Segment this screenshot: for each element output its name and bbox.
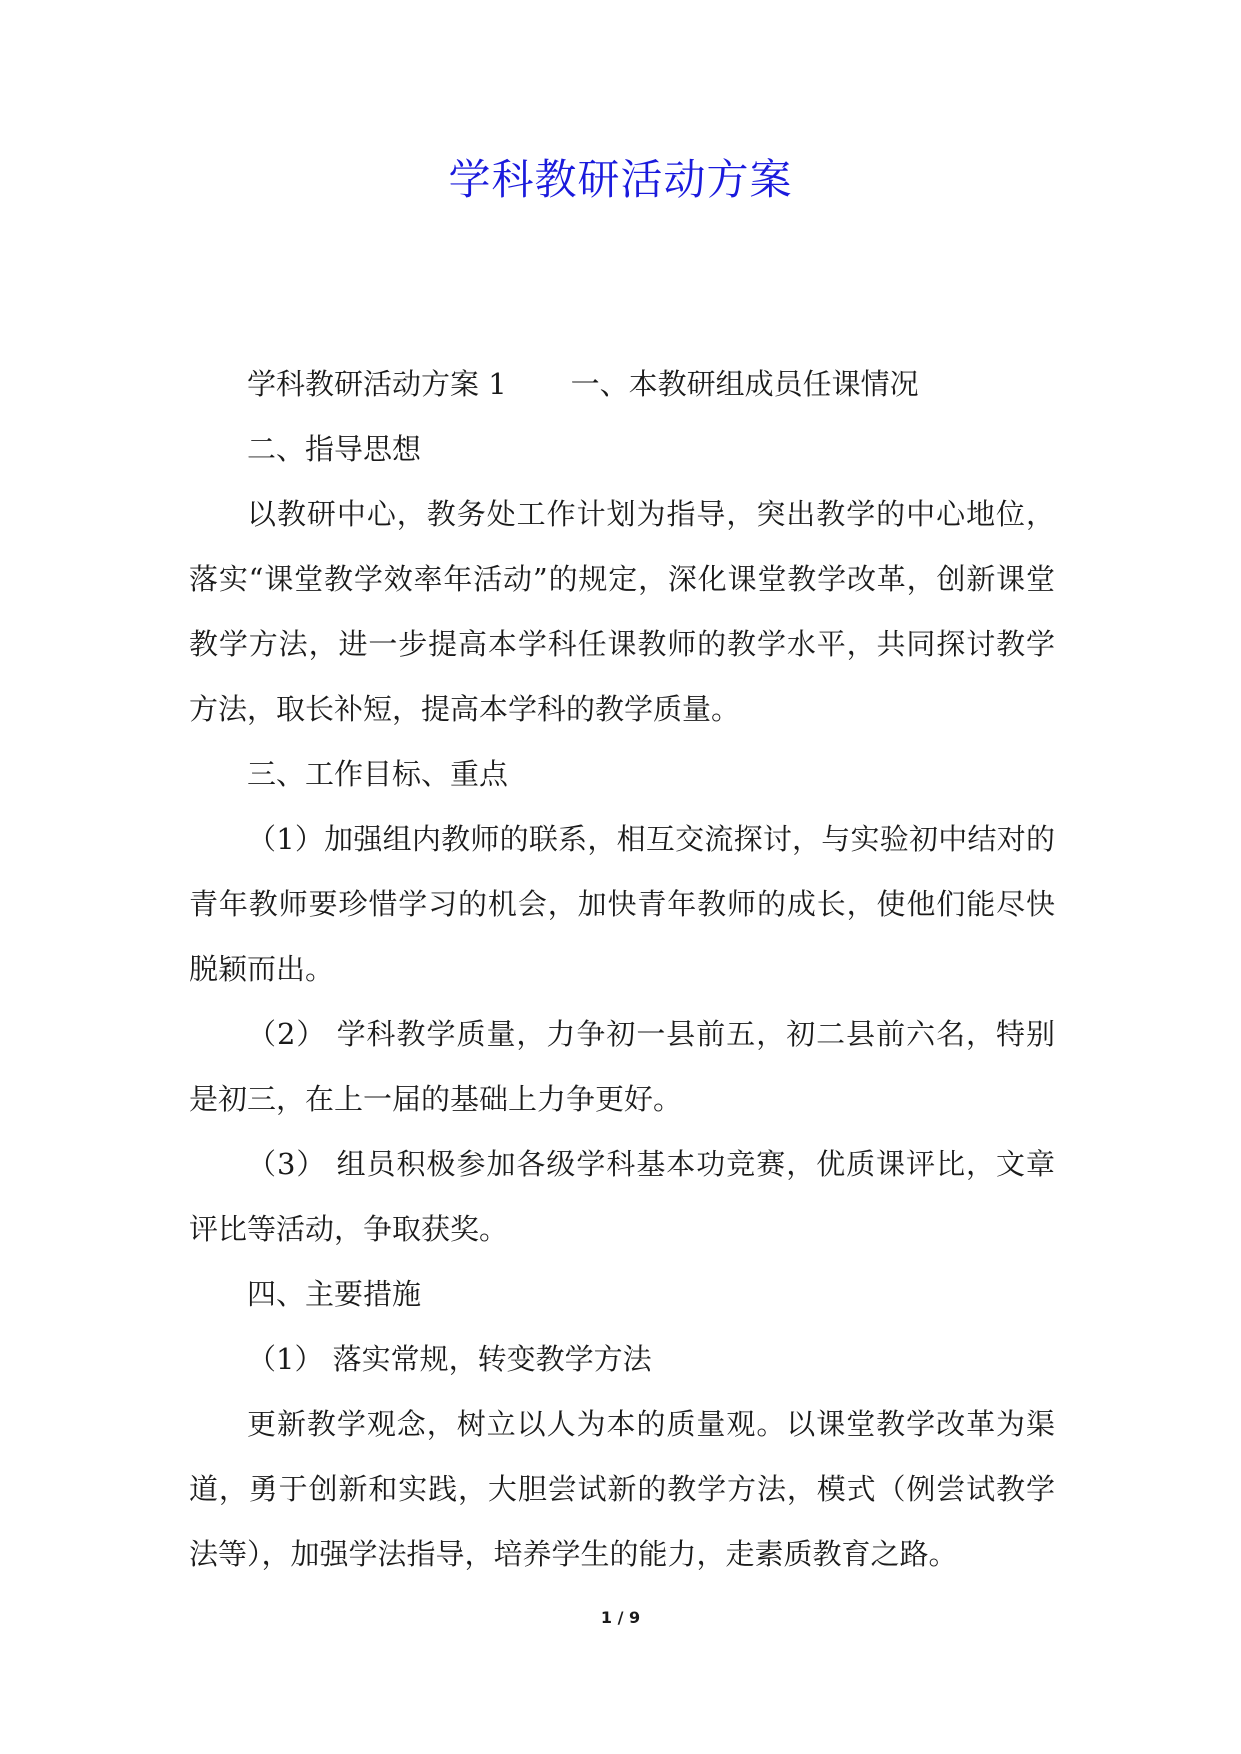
section-heading-members: 一、本教研组成员任课情况 [570, 367, 919, 401]
paragraph-goal-2: （2） 学科教学质量，力争初一县前五，初二县前六名，特别是初三，在上一届的基础上力争更好。 [189, 1017, 1055, 1116]
paragraph-guidance: 以教研中心，教务处工作计划为指导，突出教学的中心地位，落实“课堂教学效率年活动”的规定，深化课堂教学改革，创新课堂教学方法，进一步提高本学科任课教师的教学水平，共同探讨教学方法，取长补短，提高本学科的教学质量。 [189, 497, 1055, 726]
page-number: 1 / 9 [600, 1608, 641, 1627]
section-heading-plan: 学科教研活动方案 1 [247, 367, 507, 401]
document-body [189, 352, 1055, 1587]
paragraph-intro [189, 352, 1055, 417]
section-heading-measures: 四、主要措施 [247, 1277, 422, 1311]
paragraph-measure-1: 更新教学观念，树立以人为本的质量观。以课堂教学改革为渠道，勇于创新和实践，大胆尝试新的教学方法，模式（例尝试教学法等），加强学法指导，培养学生的能力，走素质教育之路。 [189, 1407, 1055, 1571]
paragraph-goal-3: （3） 组员积极参加各级学科基本功竞赛，优质课评比，文章评比等活动，争取获奖。 [189, 1147, 1055, 1246]
section-heading-goals: 三、工作目标、重点 [247, 757, 509, 791]
paragraph-measure-1-heading: （1） 落实常规，转变教学方法 [247, 1342, 652, 1376]
document-title: 学科教研活动方案 [448, 155, 793, 204]
paragraph-goal-1: （1）加强组内教师的联系，相互交流探讨，与实验初中结对的青年教师要珍惜学习的机会，加快青年教师的成长，使他们能尽快脱颖而出。 [189, 822, 1055, 986]
section-heading-guidance: 二、指导思想 [247, 432, 422, 466]
